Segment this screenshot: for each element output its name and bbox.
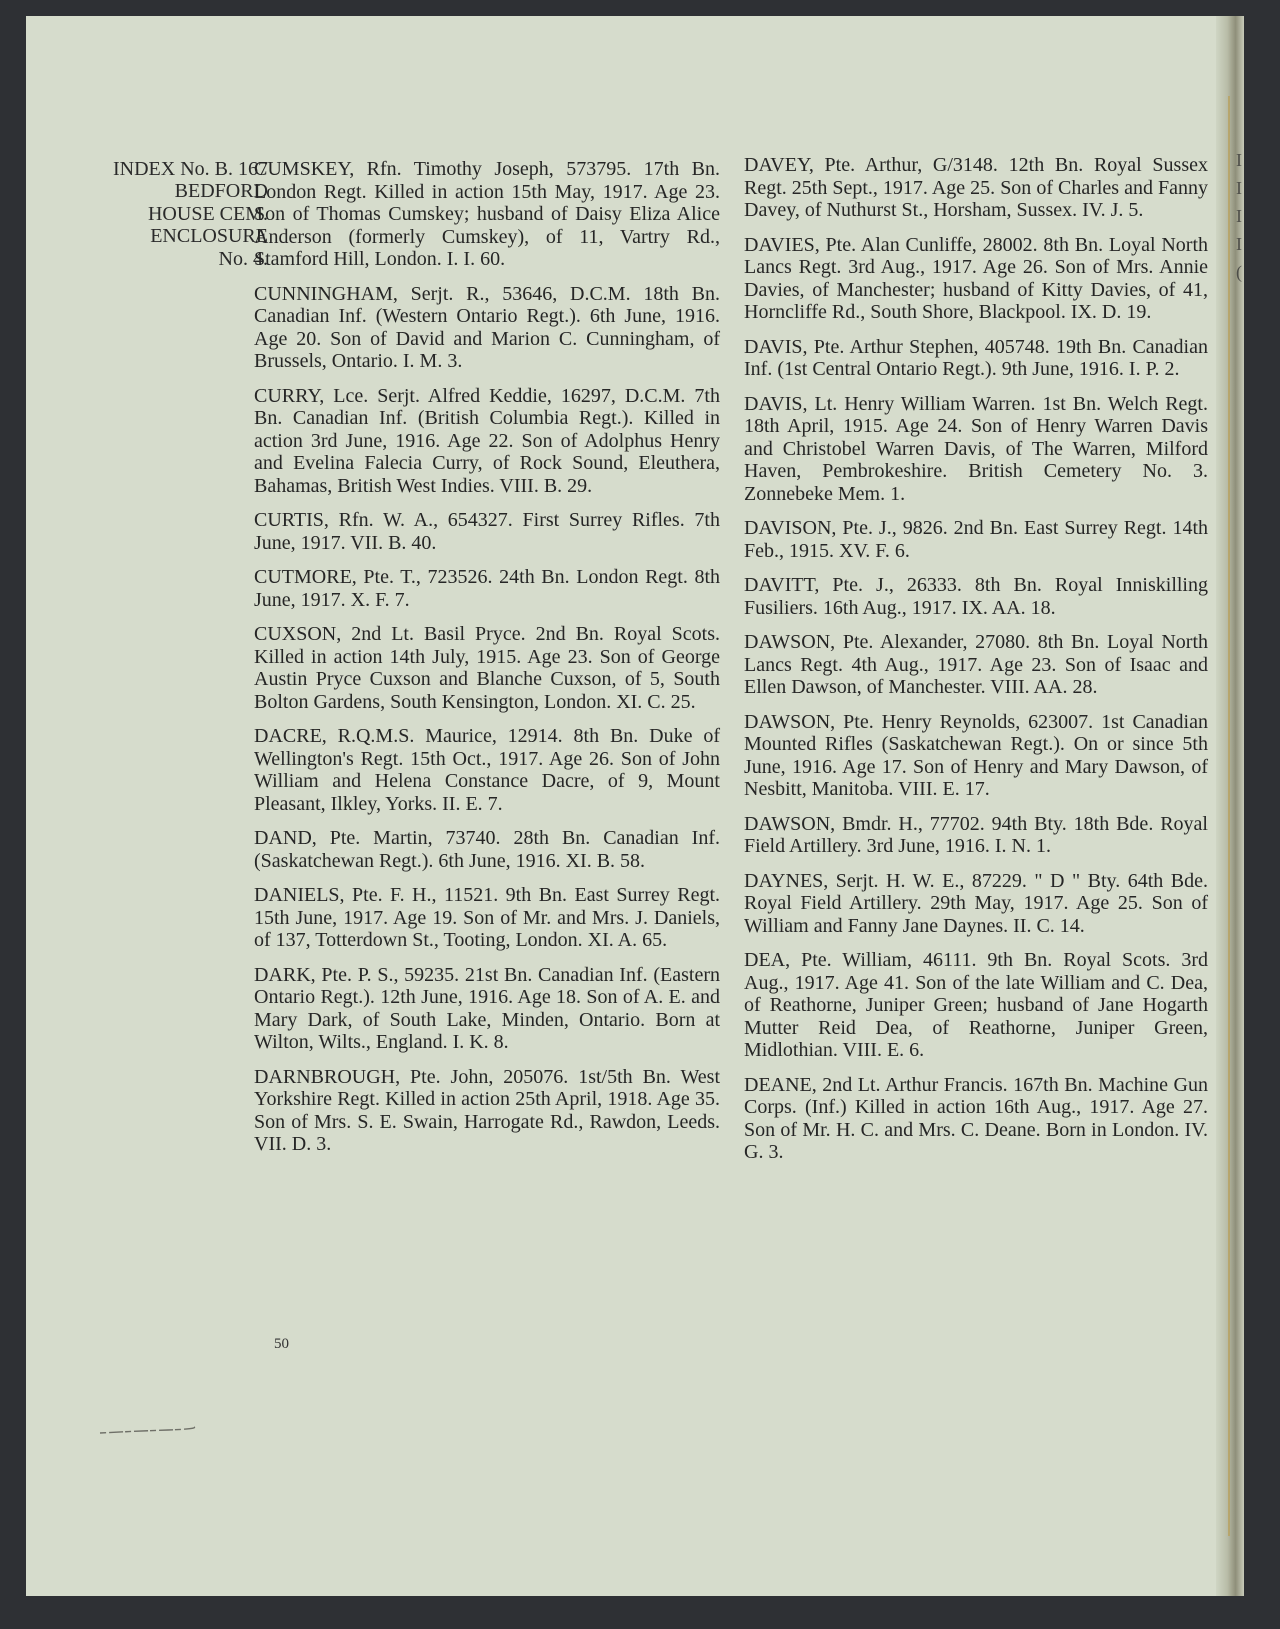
document-page	[26, 16, 1244, 1596]
cemetery-name-line-2: HOUSE CEM.	[147, 202, 268, 225]
pencil-mark-icon	[98, 1424, 196, 1436]
edge-mark: (	[1236, 262, 1242, 282]
enclosure-number: No. 4.	[218, 247, 268, 270]
enclosure-label: ENCLOSURE	[150, 225, 268, 248]
casualty-entry: DAVEY, Pte. Arthur, G/3148. 12th Bn. Royal Sussex Regt. 25th Sept., 1917. Age 25. Son of Charles and Fanny Davey, of Nuthurst St., Horsham, Sussex. IV. J. 5.	[744, 154, 1208, 221]
casualty-entry: CUTMORE, Pte. T., 723526. 24th Bn. London Regt. 8th June, 1917. X. F. 7.	[254, 566, 720, 611]
casualty-entry: DAWSON, Pte. Henry Reynolds, 623007. 1st Canadian Mounted Rifles (Saskatchewan Regt.). On or since 5th June, 1916. Age 17. Son of Henry and Mary Dawson, of Nesbitt, Manitoba. VIII. E. 17.	[744, 710, 1208, 800]
casualty-entry: CUXSON, 2nd Lt. Basil Pryce. 2nd Bn. Royal Scots. Killed in action 14th July, 1915. Age 23. Son of George Austin Pryce Cuxson and Blanche Cuxson, of 5, South Bolton Gardens, South Kensington, London. XI. C. 25.	[254, 623, 720, 713]
casualty-entry: CUNNINGHAM, Serjt. R., 53646, D.C.M. 18th Bn. Canadian Inf. (Western Ontario Regt.). 6th June, 1916. Age 20. Son of David and Marion C. Cunningham, of Brussels, Ontario. I. M. 3.	[254, 282, 720, 372]
next-page-edge	[1236, 146, 1244, 286]
cemetery-index-label	[48, 158, 268, 270]
casualty-entry: DAVISON, Pte. J., 9826. 2nd Bn. East Surrey Regt. 14th Feb., 1915. XV. F. 6.	[744, 517, 1208, 562]
casualty-entry: CURRY, Lce. Serjt. Alfred Keddie, 16297, D.C.M. 7th Bn. Canadian Inf. (British Columbia Regt.). Killed in action 3rd June, 1916. Age 22. Son of Adolphus Henry and Evelina Falecia Curry, of Rock Sound, Eleuthera, Bahamas, British West Indies. VIII. B. 29.	[254, 384, 720, 497]
right-column	[744, 154, 1208, 1164]
casualty-entry: DAVIES, Pte. Alan Cunliffe, 28002. 8th Bn. Loyal North Lancs Regt. 3rd Aug., 1917. Age 26. Son of Mrs. Annie Davies, of Manchester; husband of Kitty Davies, of 41, Horncliffe Rd., South Shore, Blackpool. IX. D. 19.	[744, 233, 1208, 323]
casualty-entry: DAWSON, Pte. Alexander, 27080. 8th Bn. Loyal North Lancs Regt. 4th Aug., 1917. Age 23. Son of Isaac and Ellen Dawson, of Manchester. VIII. AA. 28.	[744, 631, 1208, 698]
edge-mark: I	[1236, 150, 1242, 170]
casualty-entry: DEA, Pte. William, 46111. 9th Bn. Royal Scots. 3rd Aug., 1917. Age 41. Son of the late William and C. Dea, of Reathorne, Juniper Green; husband of Jane Hogarth Mutter Reid Dea, of Reathorne, Juniper Green, Midlothian. VIII. E. 6.	[744, 949, 1208, 1061]
index-number: INDEX No. B. 167	[113, 158, 268, 180]
casualty-entry: DARK, Pte. P. S., 59235. 21st Bn. Canadian Inf. (Eastern Ontario Regt.). 12th June, 1916. Age 18. Son of A. E. and Mary Dark, of South Lake, Minden, Ontario. Born at Wilton, Wilts., England. I. K. 8.	[254, 963, 720, 1053]
casualty-entry: DARNBROUGH, Pte. John, 205076. 1st/5th Bn. West Yorkshire Regt. Killed in action 25th April, 1918. Age 35. Son of Mrs. S. E. Swain, Harrogate Rd., Rawdon, Leeds. VII. D. 3.	[254, 1065, 720, 1155]
casualty-entry: CUMSKEY, Rfn. Timothy Joseph, 573795. 17th Bn. London Regt. Killed in action 15th May, 1917. Age 23. Son of Thomas Cumskey; husband of Daisy Eliza Alice Anderson (formerly Cumskey), of 11, Vartry Rd., Stamford Hill, London. I. I. 60.	[254, 158, 720, 270]
casualty-entry: DAND, Pte. Martin, 73740. 28th Bn. Canadian Inf. (Saskatchewan Regt.). 6th June, 1916. XI. B. 58.	[254, 827, 720, 872]
gutter-stain	[1228, 96, 1230, 1536]
cemetery-name-line-1: BEDFORD	[174, 180, 268, 203]
edge-mark: I	[1236, 234, 1242, 254]
casualty-entry: DAVIS, Lt. Henry William Warren. 1st Bn. Welch Regt. 18th April, 1915. Age 24. Son of Henry Warren Davis and Christobel Warren Davis, of The Warren, Milford Haven, Pembrokeshire. British Cemetery No. 3. Zonnebeke Mem. 1.	[744, 392, 1208, 505]
casualty-entry: DAVIS, Pte. Arthur Stephen, 405748. 19th Bn. Canadian Inf. (1st Central Ontario Regt.). 9th June, 1916. I. P. 2.	[744, 335, 1208, 380]
casualty-entry: DANIELS, Pte. F. H., 11521. 9th Bn. East Surrey Regt. 15th June, 1917. Age 19. Son of Mr. and Mrs. J. Daniels, of 137, Totterdown St., Tooting, London. XI. A. 65.	[254, 884, 720, 951]
casualty-entry: CURTIS, Rfn. W. A., 654327. First Surrey Rifles. 7th June, 1917. VII. B. 40.	[254, 509, 720, 554]
casualty-entry: DEANE, 2nd Lt. Arthur Francis. 167th Bn. Machine Gun Corps. (Inf.) Killed in action 16th Aug., 1917. Age 27. Son of Mr. H. C. and Mrs. C. Deane. Born in London. IV. G. 3.	[744, 1073, 1208, 1163]
edge-mark: I	[1236, 206, 1242, 226]
page-number: 50	[274, 1336, 289, 1352]
left-column	[254, 158, 720, 1156]
edge-mark: I	[1236, 178, 1242, 198]
casualty-entry: DAYNES, Serjt. H. W. E., 87229. " D " Bty. 64th Bde. Royal Field Artillery. 29th May, 1917. Age 25. Son of William and Fanny Jane Daynes. II. C. 14.	[744, 869, 1208, 937]
casualty-entry: DACRE, R.Q.M.S. Maurice, 12914. 8th Bn. Duke of Wellington's Regt. 15th Oct., 1917. Age 26. Son of John William and Helena Constance Dacre, of 9, Mount Pleasant, Ilkley, Yorks. II. E. 7.	[254, 725, 720, 815]
casualty-entry: DAVITT, Pte. J., 26333. 8th Bn. Royal Inniskilling Fusiliers. 16th Aug., 1917. IX. AA. 18.	[744, 574, 1208, 619]
casualty-entry: DAWSON, Bmdr. H., 77702. 94th Bty. 18th Bde. Royal Field Artillery. 3rd June, 1916. I. N. 1.	[744, 812, 1208, 857]
